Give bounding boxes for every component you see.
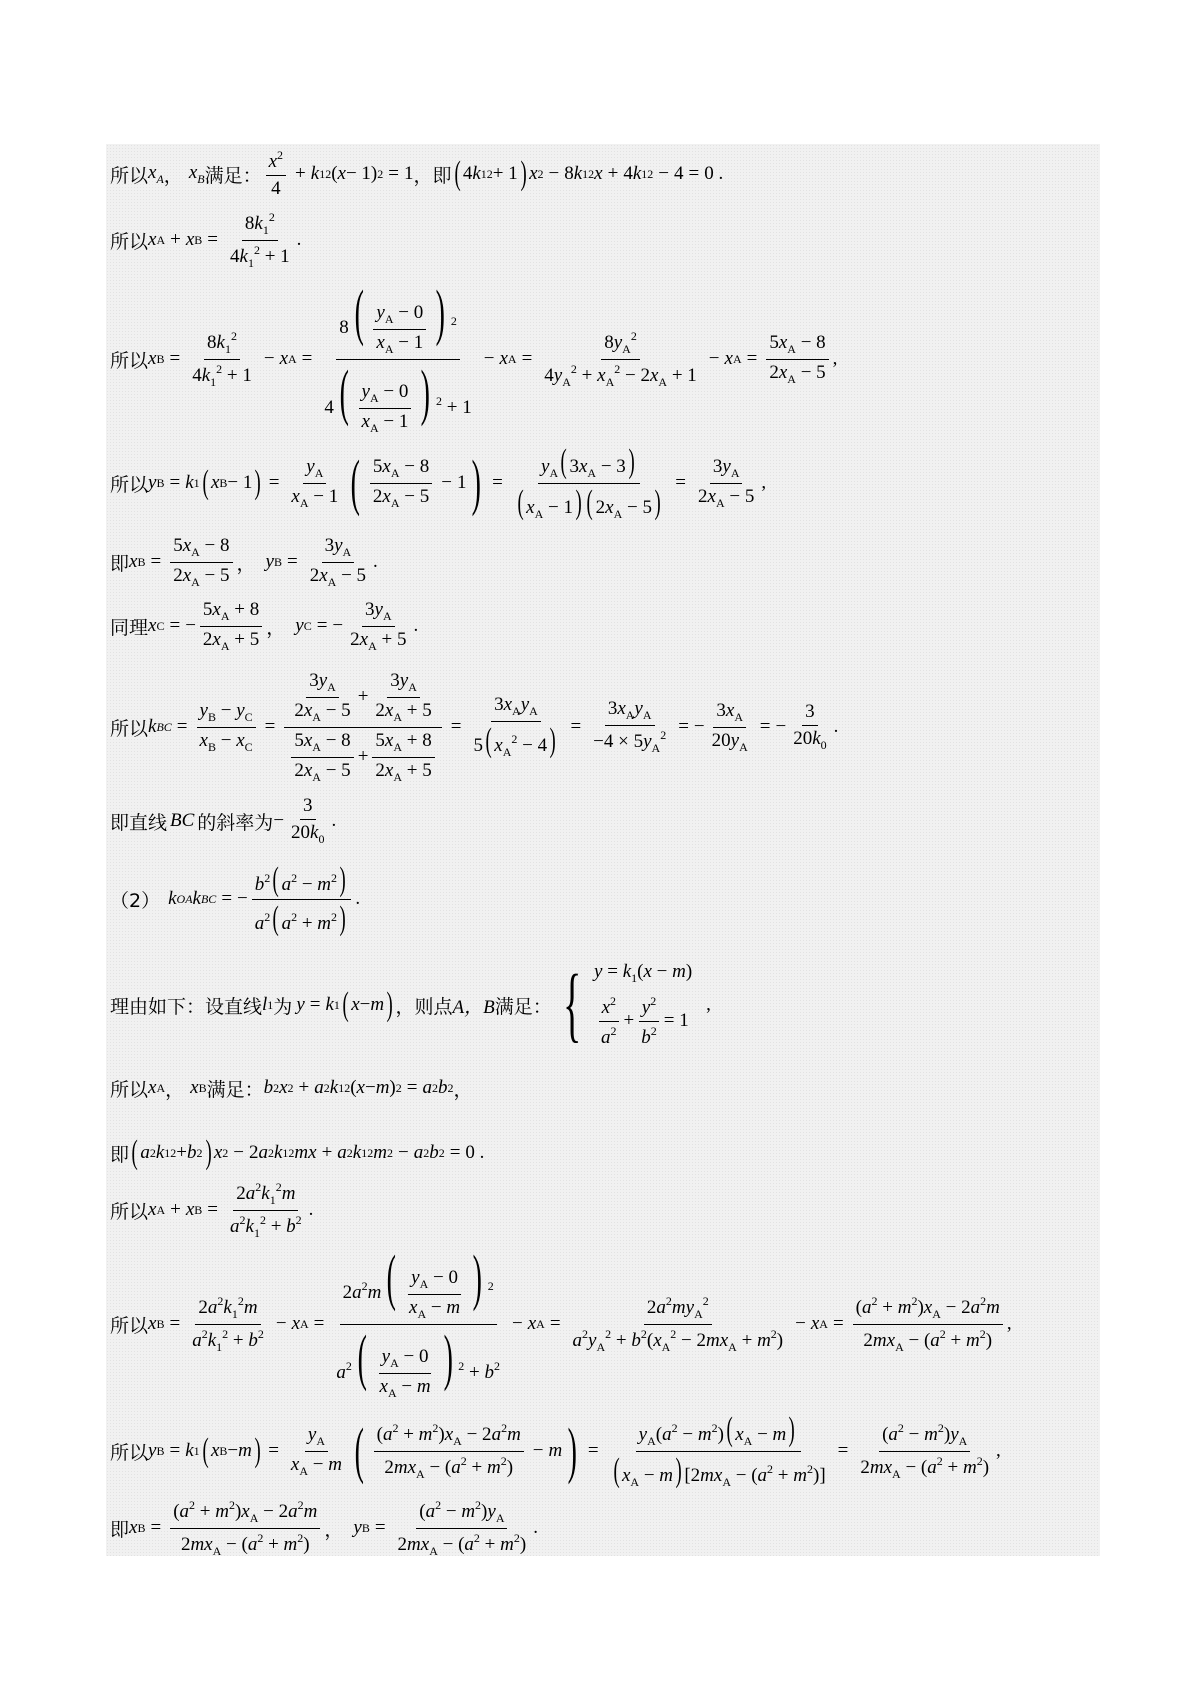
math-line: 所以 x A + x B = $\frac{2a^2k_1^2m}{a^2k_1^2 + b^2}$ . bbox=[110, 1179, 314, 1240]
math-line: 即 x B = $\frac{(a^2 + m^2)x_A - 2a^2m}{2mx_A - (a^2 + m^2)}$ ， y B = $\frac{(a^2 - m^2)y_A}{2mx_A - (a^2 + m^2)}$ . bbox=[110, 1497, 538, 1558]
math-line: 所以 k BC = $\frac{y_B - y_C}{x_B - x_C}$ = $\frac{3y_A}{2x_A - 5}$ + $\frac{3y_A}{2x_A + 5}$ $\frac{5x_A - 8}{2x_A - 5}$ + $\frac{5x_A + 8}{2x_A + 5}$ = $\frac{3x_Ay_A}{5( x_A^2 - 4)}$ = $\frac{3x_Ay_A}{-4 \times 5y_A^2}$ = − $\frac{3x_A}{20y_A}$ = − $\frac{3}{20k_0}$ . bbox=[110, 669, 839, 784]
math-line: （2） k OA k BC = − $\frac{b^2( a^2 - m^2)}{a^2( a^2 + m^2)}$ . bbox=[110, 860, 361, 937]
math-line: 所以 x B = $\frac{8k_1^2}{4k_1^2 + 1}$ − x A = 8( $\frac{y_A - 0}{x_A - 1}$ ) $^2$ 4( $\frac{y_A - 0}{x_A - 1}$ ) $^2$ + 1 − x A = $\frac{8y_A^2}{4y_A^2 + x_A^2 - 2x_A + 1}$ − x A = $\frac{5x_A - 8}{2x_A - 5}$ , bbox=[110, 279, 838, 435]
math-line: 理由如下：设直线 l 1 为 y = k 1 ( x − m ) ，则点 A，B 满足： { $y = k_1(x - m)$ $\frac{x^2}{a^2}$ + $\frac{y^2}{b^2}$ = 1 , bbox=[110, 958, 711, 1051]
math-line: 所以 y B = k 1 ( x B − m ) = $\frac{y_A}{x_A - m}$ ( $\frac{(a^2 + m^2)x_A - 2a^2m}{2mx_A - (a^2 + m^2)}$ − m ) = $\frac{y_A(a^2 - m^2)( x_A - m)}{( x_A - m) [2mx_A - (a^2 + m^2)]}$ = $\frac{(a^2 - m^2)y_A}{2mx_A - (a^2 + m^2)}$ , bbox=[110, 1410, 1001, 1489]
math-line: 所以 $x_A$ ， $x_B$ 满足： $\frac{x^2}{4}$ + k 1 2 ( x − 1) 2 = 1 ，即 ( 4 k 1 2 + 1 ) x 2 − 8 k 1 2 x + 4 k 1 2 − 4 = 0 . bbox=[110, 148, 724, 199]
math-line: 所以 y B = k 1 ( x B − 1 ) = $\frac{y_A}{x_A - 1}$ ( $\frac{5x_A - 8}{2x_A - 5}$ − 1 ) = $\frac{y_A( 3x_A - 3)}{( x_A - 1) ( 2x_A - 5)}$ = $\frac{3y_A}{2x_A - 5}$ , bbox=[110, 442, 767, 521]
math-line: 所以 x B = $\frac{2a^2k_1^2m}{a^2k_1^2 + b^2}$ − x A = $2a^2m$( $\frac{y_A - 0}{x_A - m}$ ) $^2$ $a^2$( $\frac{y_A - 0}{x_A - m}$ ) $^2 + b^2$ − x A = $\frac{2a^2my_A^2}{a^2y_A^2 + b^2(x_A^2 - 2mx_A + m^2)}$ − x A = $\frac{(a^2 + m^2)x_A - 2a^2m}{2mx_A - (a^2 + m^2)}$ , bbox=[110, 1244, 1012, 1400]
math-line: 即 x B = $\frac{5x_A - 8}{2x_A - 5}$ ， y B = $\frac{3y_A}{2x_A - 5}$ . bbox=[110, 534, 378, 589]
math-line: 即 ( a 2 k 1 2 + b 2 ) x 2 − 2 a 2 k 1 2 mx + a 2 k 1 2 m 2 − a 2 b 2 = 0 . bbox=[110, 1134, 485, 1171]
math-line: 所以 x A + x B = $\frac{8k_1^2}{4k_1^2 + 1}$ . bbox=[110, 209, 302, 270]
math-line: 同理 x C = − $\frac{5x_A + 8}{2x_A + 5}$ ， y C = − $\frac{3y_A}{2x_A + 5}$ . bbox=[110, 598, 419, 653]
equation-system: { $y = k_1(x - m)$ $\frac{x^2}{a^2}$ + $\frac{y^2}{b^2}$ = 1 bbox=[562, 958, 693, 1051]
math-line: 所以 x A ， x B 满足： b 2 x 2 + a 2 k 1 2 ( x − m ) 2 = a 2 b 2 ， bbox=[110, 1077, 473, 1101]
math-line: 即直线 BC 的斜率为 − $\frac{3}{20k_0}$ . bbox=[110, 795, 337, 846]
